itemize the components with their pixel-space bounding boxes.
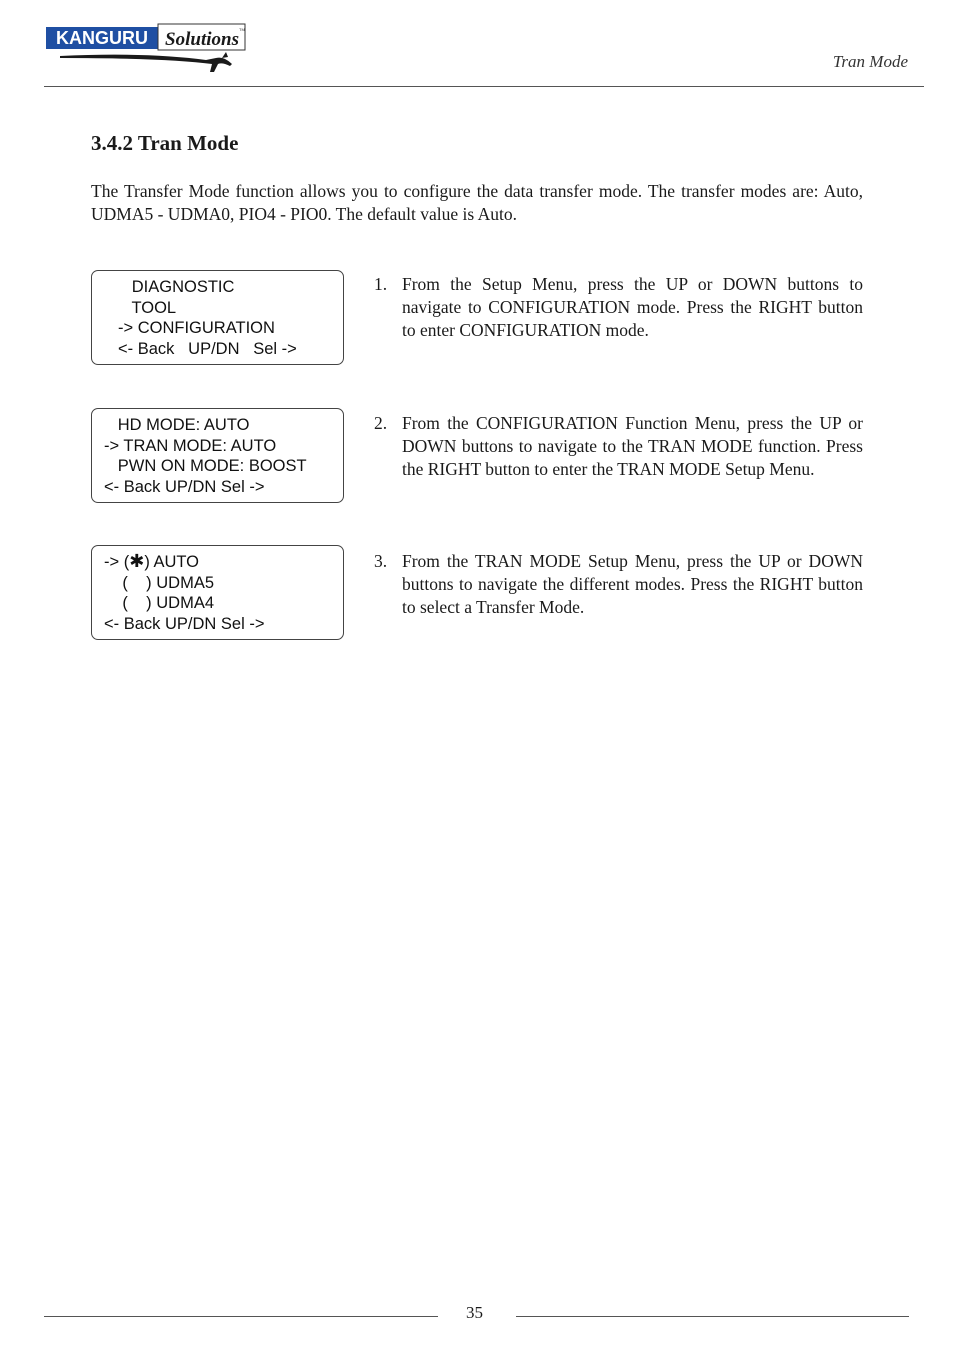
lcd-line: ( ) UDMA5 bbox=[104, 573, 215, 592]
selected-star-icon: ✱ bbox=[129, 551, 145, 571]
svg-text:Solutions: Solutions bbox=[165, 29, 239, 50]
intro-paragraph: The Transfer Mode function allows you to configure the data transfer mode. The transfer modes are: Auto, UDMA5 - UDMA0, PIO4 - PIO0. The default value is Auto. bbox=[91, 181, 863, 224]
step-text: From the Setup Menu, press the UP or DOWN buttons to navigate to CONFIGURATION mode. Press the RIGHT button to enter CONFIGURATION mode. bbox=[402, 274, 863, 340]
lcd-line bbox=[104, 552, 343, 573]
lcd-screen-configuration-menu bbox=[91, 408, 344, 503]
page-number: 35 bbox=[466, 1303, 483, 1322]
lcd-line: ( ) UDMA4 bbox=[104, 594, 215, 613]
lcd-line: -> TRAN MODE: AUTO bbox=[104, 436, 277, 455]
lcd-screen-configuration bbox=[91, 270, 344, 365]
step-number: 3. bbox=[374, 551, 388, 571]
lcd-line: -> CONFIGURATION bbox=[118, 319, 275, 338]
section-heading: 3.4.2 Tran Mode bbox=[91, 131, 239, 155]
header-rule bbox=[44, 86, 924, 87]
svg-text:KANGURU: KANGURU bbox=[56, 28, 148, 48]
lcd-line: DIAGNOSTIC bbox=[118, 278, 235, 296]
footer-rule-left bbox=[44, 1316, 438, 1317]
lcd-line: <- Back UP/DN Sel -> bbox=[118, 340, 297, 359]
step-item bbox=[374, 273, 863, 342]
footer-rule-right bbox=[516, 1316, 909, 1317]
lcd-line: <- Back UP/DN Sel -> bbox=[104, 478, 265, 497]
lcd-line: <- Back UP/DN Sel -> bbox=[104, 615, 265, 634]
svg-text:TM: TM bbox=[239, 27, 245, 32]
step-item bbox=[374, 550, 863, 619]
kanguru-solutions-logo bbox=[46, 22, 246, 78]
lcd-line-suffix: ) AUTO bbox=[144, 553, 200, 571]
lcd-line: PWN ON MODE: BOOST bbox=[104, 457, 307, 476]
step-item bbox=[374, 412, 863, 481]
step-number: 1. bbox=[374, 274, 388, 294]
lcd-line: HD MODE: AUTO bbox=[104, 416, 250, 434]
running-header-title: Tran Mode bbox=[832, 52, 908, 71]
step-text: From the CONFIGURATION Function Menu, press the UP or DOWN buttons to navigate to the TRAN MODE function. Press the RIGHT button to enter the TRAN MODE Setup Menu. bbox=[402, 413, 863, 479]
lcd-screen-tran-mode bbox=[91, 545, 344, 640]
step-number: 2. bbox=[374, 413, 388, 433]
lcd-line-prefix: -> ( bbox=[104, 553, 130, 571]
lcd-line: TOOL bbox=[118, 298, 177, 317]
step-text: From the TRAN MODE Setup Menu, press the UP or DOWN buttons to navigate the different modes. Press the RIGHT button to select a Transfer Mode. bbox=[402, 551, 863, 617]
